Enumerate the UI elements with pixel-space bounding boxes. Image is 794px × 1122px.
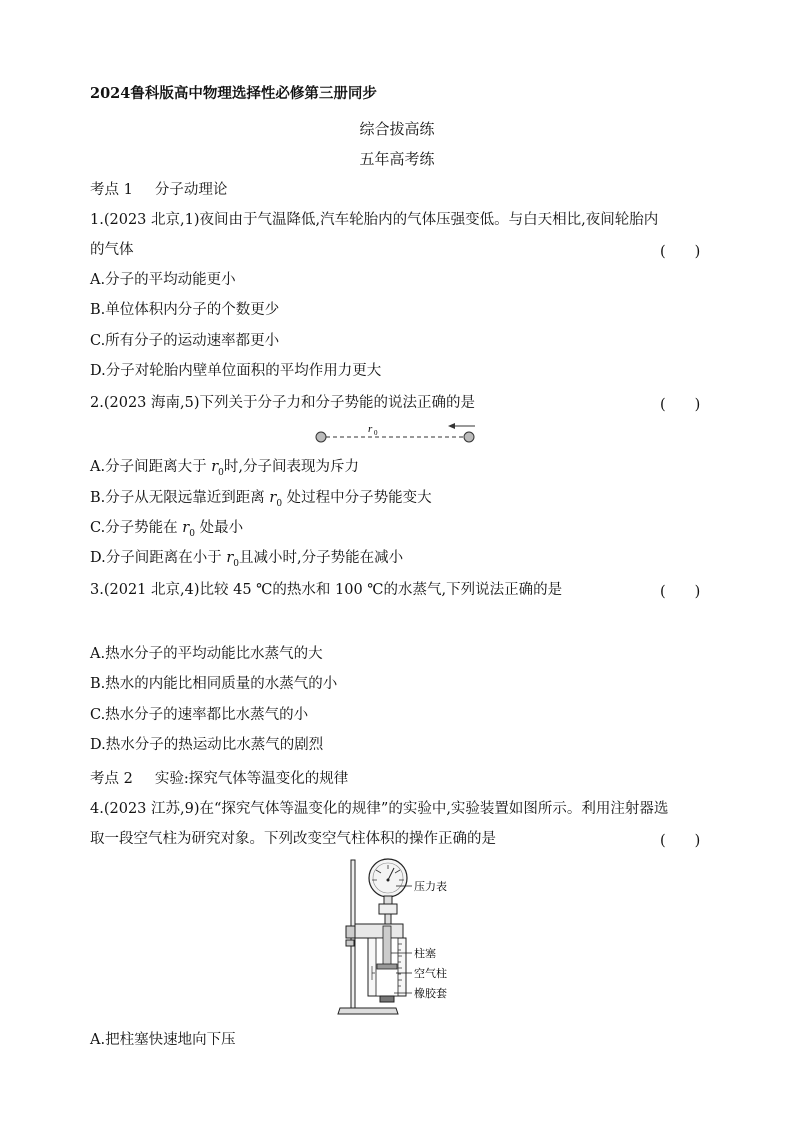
question-1-stem-line2: 的气体 (90, 242, 134, 258)
topic-name: 分子动理论 (154, 182, 228, 198)
question-1-option-b: B.单位体积内分子的个数更少 (90, 302, 280, 318)
topic-name: 实验:探究气体等温变化的规律 (154, 771, 349, 787)
section-title: 综合拔高练 (359, 120, 435, 138)
document-header: 2024鲁科版高中物理选择性必修第三册同步 (90, 85, 377, 102)
molecule-distance-figure (310, 418, 485, 446)
question-3-option-c: C.热水分子的速率都比水蒸气的小 (90, 707, 309, 723)
question-1-stem-line1: 1.(2023 北京,1)夜间由于气温降低,汽车轮胎内的气体压强变低。与白天相比,夜间轮胎内 (90, 212, 659, 228)
syringe-apparatus-figure (336, 856, 466, 1018)
question-2-option-a: A.分子间距离大于 $r_0$时,分子间表现为斥力 (90, 459, 359, 478)
topic-heading-1 (90, 178, 227, 199)
question-2-answer-paren: ( ) (660, 397, 701, 413)
label-plunger: 柱塞 (414, 948, 436, 960)
question-3-option-a: A.热水分子的平均动能比水蒸气的大 (90, 646, 323, 662)
question-3-answer-paren: ( ) (660, 584, 701, 600)
topic-label: 考点 1 (90, 182, 133, 198)
question-4-stem-line2: 取一段空气柱为研究对象。下列改变空气柱体积的操作正确的是 (90, 831, 496, 847)
topic-label: 考点 2 (90, 771, 133, 787)
question-2-stem: 2.(2023 海南,5)下列关于分子力和分子势能的说法正确的是 (90, 395, 475, 411)
question-2-option-b: B.分子从无限远靠近到距离 $r_0$ 处过程中分子势能变大 (90, 490, 432, 509)
question-4-stem-line1: 4.(2023 江苏,9)在“探究气体等温变化的规律”的实验中,实验装置如图所示。利用注射器选 (90, 801, 669, 817)
question-3-option-b: B.热水的内能比相同质量的水蒸气的小 (90, 676, 338, 692)
figure-r-label: r (368, 423, 373, 435)
label-air-column: 空气柱 (414, 968, 447, 980)
question-3-option-d: D.热水分子的热运动比水蒸气的剧烈 (90, 737, 324, 753)
figure-r-subscript: 0 (374, 429, 378, 437)
label-rubber-cap: 橡胶套 (414, 988, 447, 1000)
sub-title: 五年高考练 (359, 150, 435, 168)
question-4-answer-paren: ( ) (660, 833, 701, 849)
question-4-option-a: A.把柱塞快速地向下压 (90, 1032, 236, 1048)
question-1-answer-paren: ( ) (660, 244, 701, 260)
label-pressure-gauge: 压力表 (414, 881, 447, 893)
question-1-option-c: C.所有分子的运动速率都更小 (90, 333, 280, 349)
question-1-option-d: D.分子对轮胎内壁单位面积的平均作用力更大 (90, 363, 382, 379)
question-3-stem: 3.(2021 北京,4)比较 45 ℃的热水和 100 ℃的水蒸气,下列说法正确的是 (90, 582, 563, 598)
topic-heading-2 (90, 767, 348, 788)
question-2-option-c: C.分子势能在 $r_0$ 处最小 (90, 520, 244, 539)
question-2-option-d: D.分子间距离在小于 $r_0$且减小时,分子势能在减小 (90, 550, 404, 569)
question-1-option-a: A.分子的平均动能更小 (90, 272, 236, 288)
